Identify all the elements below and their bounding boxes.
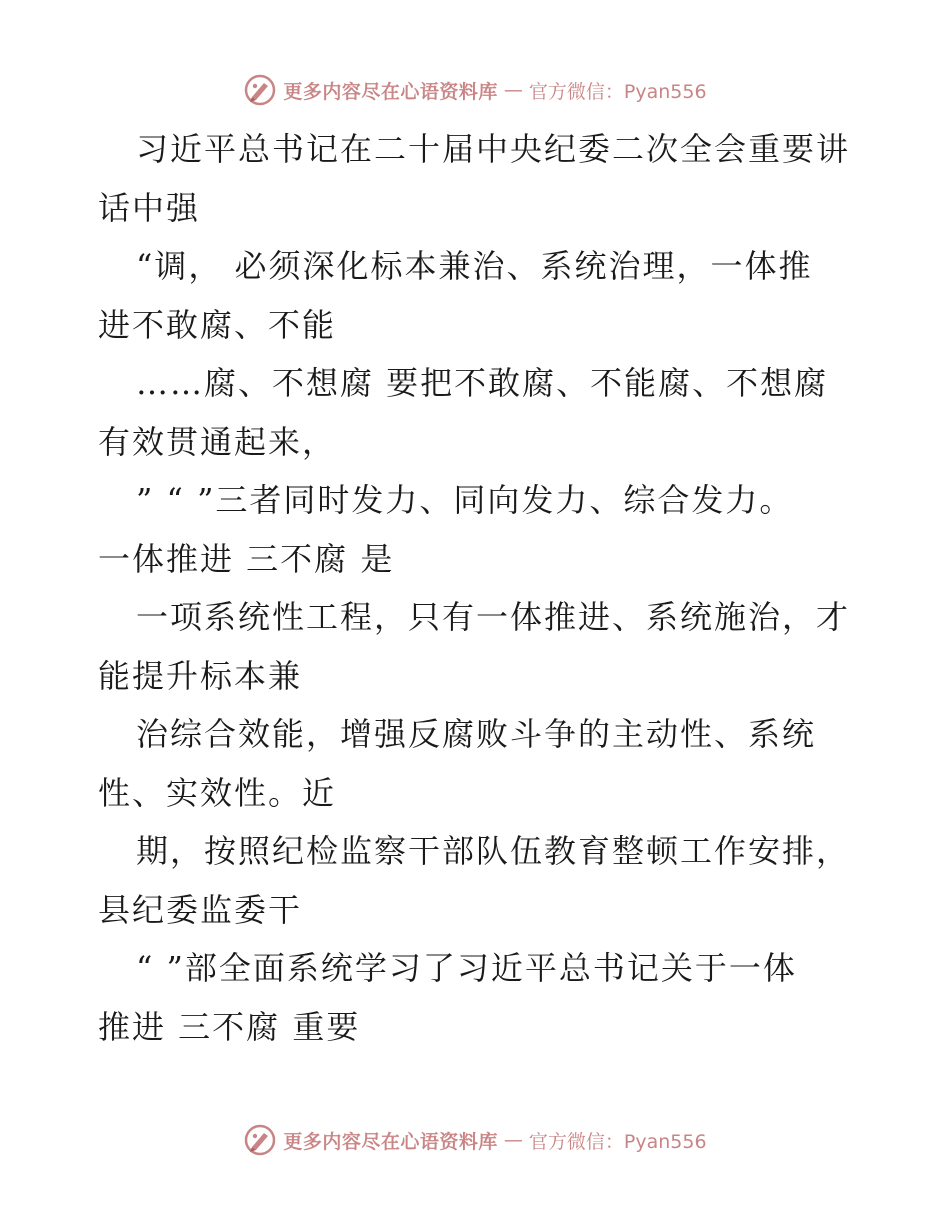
pen-logo-icon [243,73,277,107]
text-line: 一体推进 三不腐 是 [98,539,395,578]
watermark-wechat-text: 官方微信：Pyan556 [528,1130,707,1153]
text-line: 习近平总书记在二十届中央纪委二次全会重要讲 [136,130,851,168]
watermark-separator: — [503,1129,523,1151]
text-line: “ ”部全面系统学习了习近平总书记关于一体 [136,949,797,987]
pen-logo-icon [243,1123,277,1157]
text-line: 性、实效性。近 [98,773,337,812]
text-line: 有效贯通起来， [98,422,337,461]
text-line: ” “ ”三者同时发力、同向发力、综合发力。 [136,481,794,519]
text-line: 推进 三不腐 重要 [98,1007,361,1046]
watermark-brand-text: 更多内容尽在心语资料库 [283,1130,498,1153]
text-line: 能提升标本兼 [98,656,303,695]
text-line: “调， 必须深化标本兼治、系统治理，一体推 [136,247,813,285]
text-line: 一项系统性工程，只有一体推进、系统施治，才 [136,598,851,636]
text-line: 期，按照纪检监察干部队伍教育整顿工作安排， [136,832,851,870]
text-line: 县纪委监委干 [98,890,303,929]
watermark-wechat-text: 官方微信：Pyan556 [528,80,707,103]
document-body [98,120,868,1056]
watermark-separator: — [503,79,523,101]
text-line: ……腐、不想腐 要把不敢腐、不能腐、不想腐 [136,364,829,402]
text-line: 话中强 [98,188,201,227]
text-line: 进不敢腐、不能 [98,305,337,344]
header-watermark [0,70,950,110]
text-line: 治综合效能，增强反腐败斗争的主动性、系统 [136,715,817,753]
footer-watermark [0,1120,950,1160]
watermark-brand-text: 更多内容尽在心语资料库 [283,80,498,103]
